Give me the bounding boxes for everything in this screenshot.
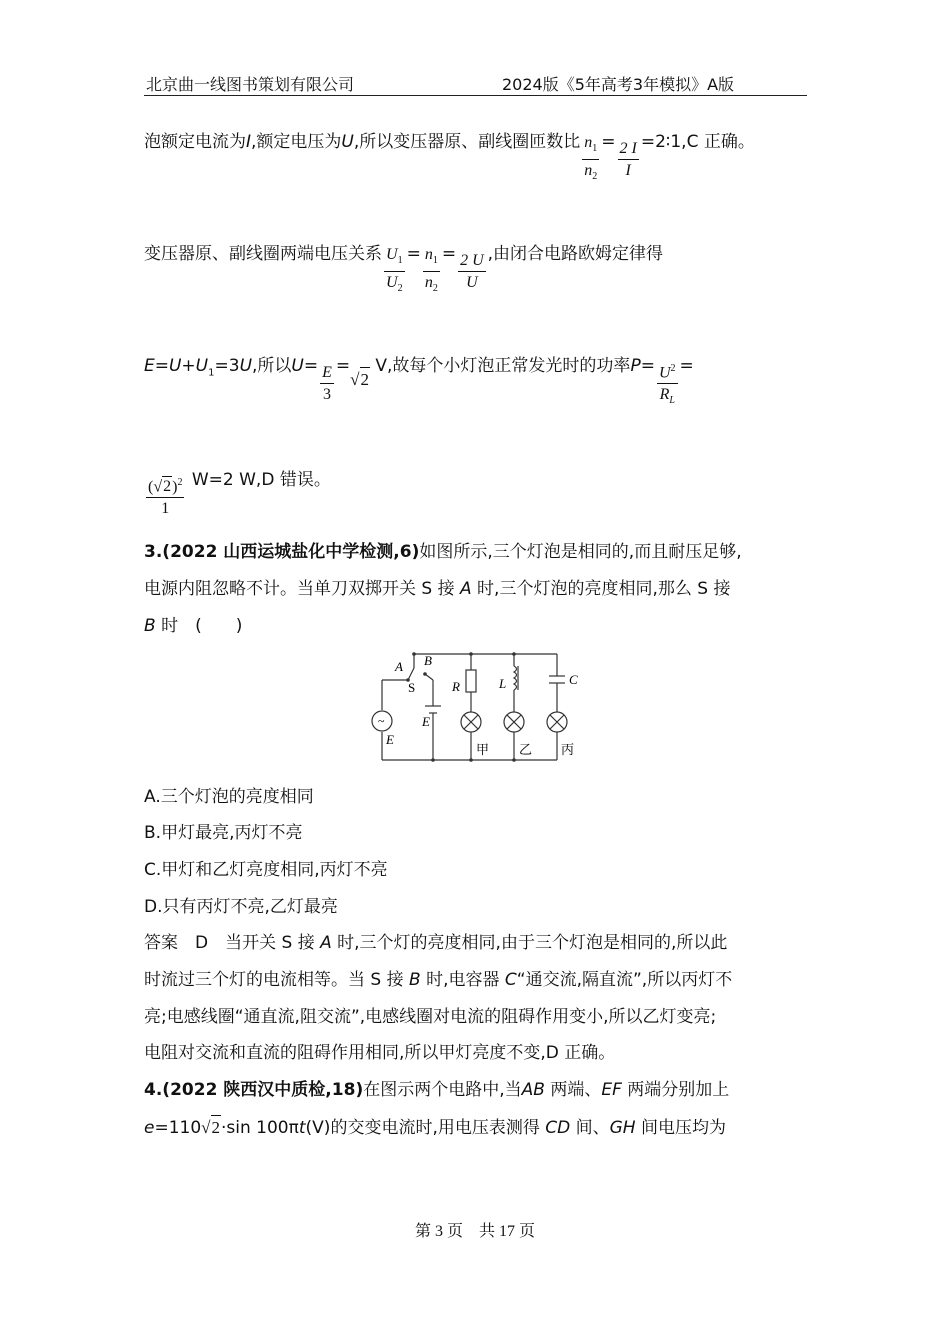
lamp-label-yi: 乙 [519, 742, 533, 757]
answer-line-1: 答案 D 当开关 S 接 A 时,三个灯的亮度相同,由于三个灯泡是相同的,所以此 [144, 933, 728, 953]
question-3-line-3: B 时 ( ) [144, 616, 243, 636]
turns-fraction: $\frac{n_1}{n_2}$ [424, 245, 438, 295]
switch-label-s: S [408, 680, 416, 695]
answer-line-4: 电阻对交流和直流的阻碍作用相同,所以甲灯亮度不变,D 正确。 [144, 1043, 616, 1063]
ac-tilde: ~ [378, 714, 385, 728]
resistor-label: R [452, 679, 460, 694]
question-4-line-2: e=110√2·sin 100πt(V)的交变电流时,用电压表测得 CD 间、GH 间电压均为 [144, 1115, 726, 1140]
solution-line-4: $\frac{(√2)^2}{1}$ W=2 W,D 错误。 [144, 468, 331, 520]
turns-ratio-fraction: $\frac{n_1}{n_2}$ [584, 133, 598, 183]
circuit-diagram [366, 650, 586, 766]
header-publisher: 北京曲一线图书策划有限公司 [146, 75, 355, 94]
switch-label-a: A [395, 659, 403, 674]
solution-line-3: $E=U+U_1=3U$,所以U= $\frac{E}{3}$ =√2 V,故每个小灯泡正常发光时的功率P= $\frac{U^2}{R_L}$ = [144, 354, 694, 412]
capacitor-label: C [569, 672, 578, 687]
solution-line-2: 变压器原、副线圈两端电压关系 $\frac{U_1}{U_2}$ = $\frac{n_1}{n_2}$ = $\frac{2 U}{U}$ ,由闭合电路欧姆定律得 [144, 242, 663, 300]
inductor-label: L [499, 676, 507, 691]
page-number-footer: 第 3 页 共 17 页 [414, 1223, 535, 1240]
question-3-line-1: 3.(2022 山西运城盐化中学检测,6)如图所示,三个灯泡是相同的,而且耐压足够, [144, 542, 742, 562]
question-4-line-1: 4.(2022 陕西汉中质检,18)在图示两个电路中,当AB 两端、EF 两端分别加上 [144, 1080, 730, 1100]
option-d: D.只有丙灯不亮,乙灯最亮 [144, 897, 338, 917]
power-fraction: $\frac{U^2}{R_L}$ [657, 359, 678, 413]
answer-line-2: 时流过三个灯的电流相等。当 S 接 B 时,电容器 C“通交流,隔直流”,所以丙灯不 [144, 970, 733, 990]
header-book-title: 2024版《5年高考3年模拟》A版 [502, 75, 735, 94]
battery-label: E [422, 714, 430, 729]
option-b: B.甲灯最亮,丙灯不亮 [144, 823, 303, 843]
current-ratio-fraction: $\frac{2 I}{I}$ [619, 140, 637, 179]
question-4-source: 2022 陕西汉中质检,18 [170, 1080, 356, 1100]
question-3-source: 2022 山西运城盐化中学检测,6 [170, 542, 412, 562]
option-a: A.三个灯泡的亮度相同 [144, 787, 314, 807]
voltage-ratio-fraction: $\frac{U_1}{U_2}$ [386, 245, 403, 295]
lamp-label-jia: 甲 [476, 742, 490, 757]
emf-third-fraction: $\frac{E}{3}$ [322, 364, 332, 403]
switch-label-b: B [424, 653, 432, 668]
option-c: C.甲灯和乙灯亮度相同,丙灯不亮 [144, 860, 388, 880]
power-value-fraction: $\frac{(√2)^2}{1}$ [146, 473, 184, 520]
question-3-line-2: 电源内阻忽略不计。当单刀双掷开关 S 接 A 时,三个灯泡的亮度相同,那么 S 接 [144, 579, 731, 599]
header-divider [144, 95, 807, 96]
voltage-fraction: $\frac{2 U}{U}$ [460, 252, 484, 291]
ac-source-label: E [386, 732, 394, 747]
answer-line-3: 亮;电感线圈“通直流,阻交流”,电感线圈对电流的阻碍作用变小,所以乙灯变亮; [144, 1007, 717, 1027]
solution-line-1: 泡额定电流为I,额定电压为U,所以变压器原、副线圈匝数比 $\frac{n_1}{n_2}$ = $\frac{2 I}{I}$ =2∶1,C 正确。 [144, 130, 755, 188]
lamp-label-bing: 丙 [561, 742, 575, 757]
